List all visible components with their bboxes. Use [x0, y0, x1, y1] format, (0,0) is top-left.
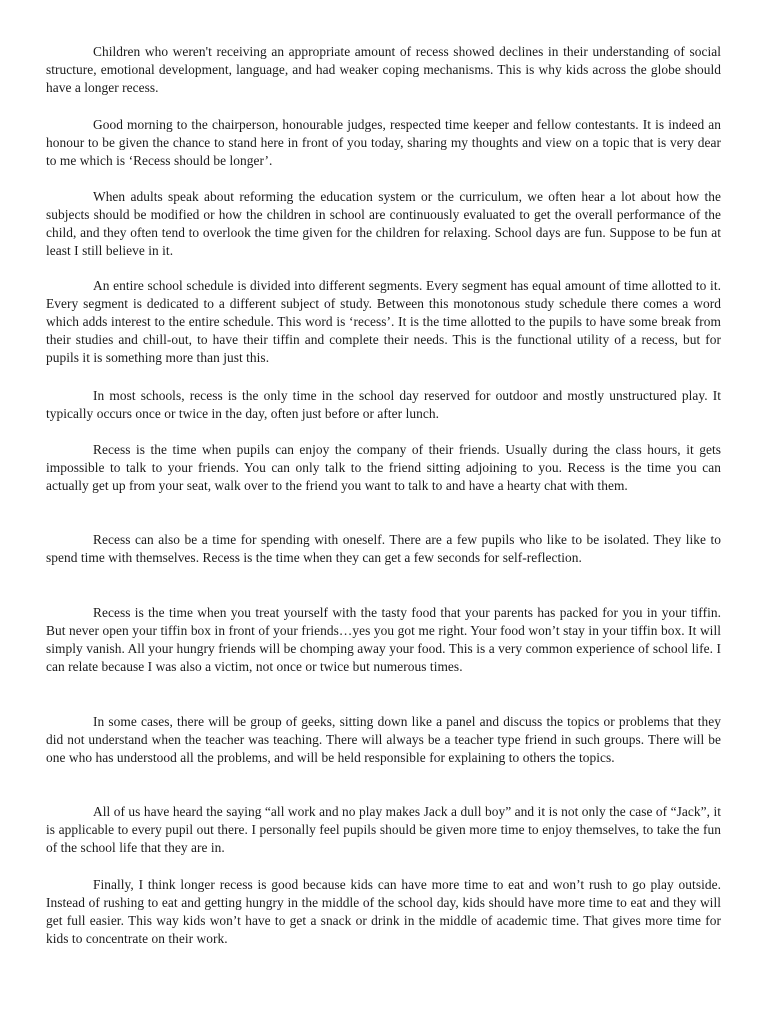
paragraph-outdoor-play: In most schools, recess is the only time in the school day reserved for outdoor and mostly unstructured play. It typically occurs once or twice in the day, often just before or after lunch. [46, 388, 721, 421]
paragraph-education-reform: When adults speak about reforming the education system or the curriculum, we often hear a lot about how the subjects should be modified or how the children in school are continuously evaluated to get the overall performance of the child, and they often tend to overlook the time given for the children for relaxing. School days are fun. Suppose to be fun at least I still believe in it. [46, 189, 721, 258]
paragraph-group-of-geeks: In some cases, there will be group of geeks, sitting down like a panel and discuss the topics or problems that they did not understand when the teacher was teaching. There will always be a teacher type friend in such groups. There will be one who has understood all the problems, and will be held responsible for explaining to others the topics. [46, 714, 721, 765]
paragraph-tiffin-food: Recess is the time when you treat yourself with the tasty food that your parents has packed for you in your tiffin. But never open your tiffin box in front of your friends…yes you got me right. Your food won’t stay in your tiffin box. It will simply vanish. All your hungry friends will be chomping away your food. This is a very common experience of school life. I can relate because I was also a victim, not once or twice but numerous times. [46, 605, 721, 674]
paragraph-self-reflection: Recess can also be a time for spending with oneself. There are a few pupils who like to be isolated. They like to spend time with themselves. Recess is the time when they can get a few seconds for self-reflection. [46, 532, 721, 565]
paragraph-conclusion: Finally, I think longer recess is good because kids can have more time to eat and won’t rush to go play outside. Instead of rushing to eat and getting hungry in the middle of the school day, kids should have more time to eat and they will get full easier. This way kids won’t have to get a snack or drink in the middle of academic time. That gives more time for kids to concentrate on their work. [46, 877, 721, 946]
paragraph-greeting: Good morning to the chairperson, honourable judges, respected time keeper and fellow contestants. It is indeed an honour to be given the chance to stand here in front of you today, sharing my thoughts and view on a topic that is very dear to me which is ‘Recess should be longer’. [46, 117, 721, 168]
paragraph-all-work-no-play: All of us have heard the saying “all work and no play makes Jack a dull boy” and it is not only the case of “Jack”, it is applicable to every pupil out there. I personally feel pupils should be given more time to enjoy themselves, to take the fun of the school life that they are in. [46, 804, 721, 855]
paragraph-recess-declines: Children who weren't receiving an appropriate amount of recess showed declines in their understanding of social structure, emotional development, language, and had weaker coping mechanisms. This is why kids across the globe should have a longer recess. [46, 44, 721, 95]
paragraph-friends-company: Recess is the time when pupils can enjoy the company of their friends. Usually during the class hours, it gets impossible to talk to your friends. You can only talk to the friend sitting adjoining to you. Recess is the time you can actually get up from your seat, walk over to the friend you want to talk to and have a hearty chat with them. [46, 442, 721, 493]
paragraph-school-schedule: An entire school schedule is divided into different segments. Every segment has equal amount of time allotted to it. Every segment is dedicated to a different subject of study. Between this monotonous study schedule there comes a word which adds interest to the entire schedule. This word is ‘recess’. It is the time allotted to the pupils to have some break from their studies and chill-out, to have their tiffin and complete their needs. This is the functional utility of a recess, but for pupils it is something more than just this. [46, 278, 721, 365]
